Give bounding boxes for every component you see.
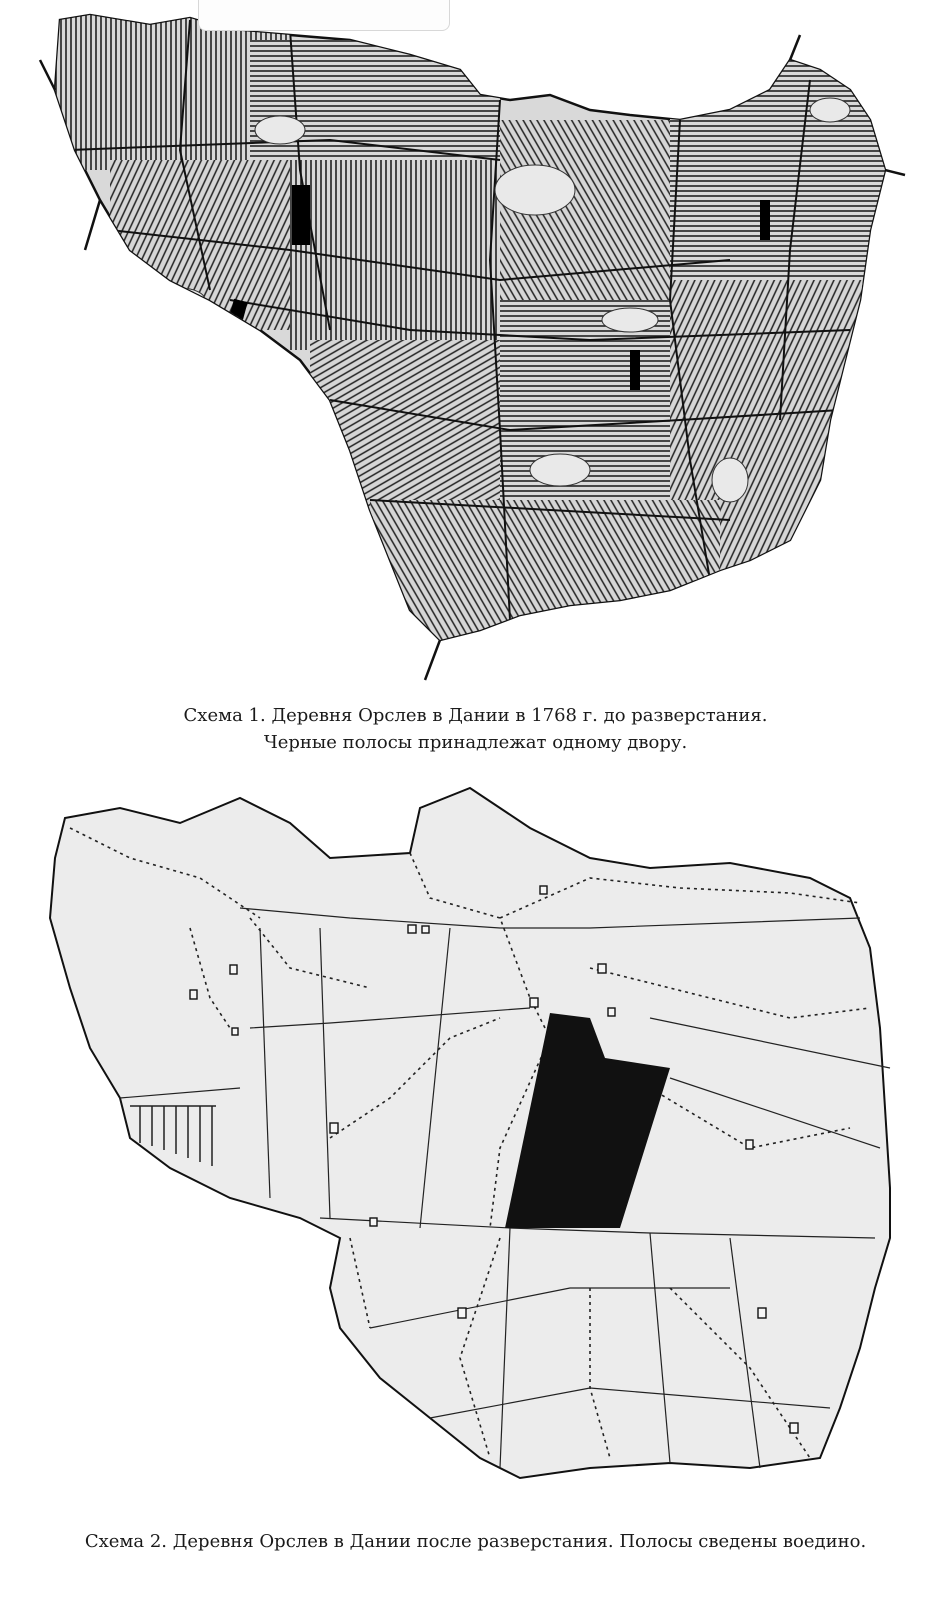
figure2-caption-text: Схема 2. Деревня Орслев в Дании после разверстания. Полосы сведены воедино.: [84, 1531, 867, 1552]
figure1-caption-line1: Схема 1. Деревня Орслев в Дании в 1768 г. до разверстания.: [183, 705, 768, 726]
figure2-caption: [0, 1528, 951, 1555]
map-after-svg: [30, 768, 910, 1483]
overlay-tab: [198, 0, 450, 31]
map-before-consolidation: [30, 0, 910, 690]
map-before-svg: [30, 0, 910, 690]
map-after-consolidation: [30, 768, 910, 1483]
figure1-caption-line2: Черные полосы принадлежат одному двору.: [263, 732, 688, 753]
figure1-caption: [0, 702, 951, 756]
